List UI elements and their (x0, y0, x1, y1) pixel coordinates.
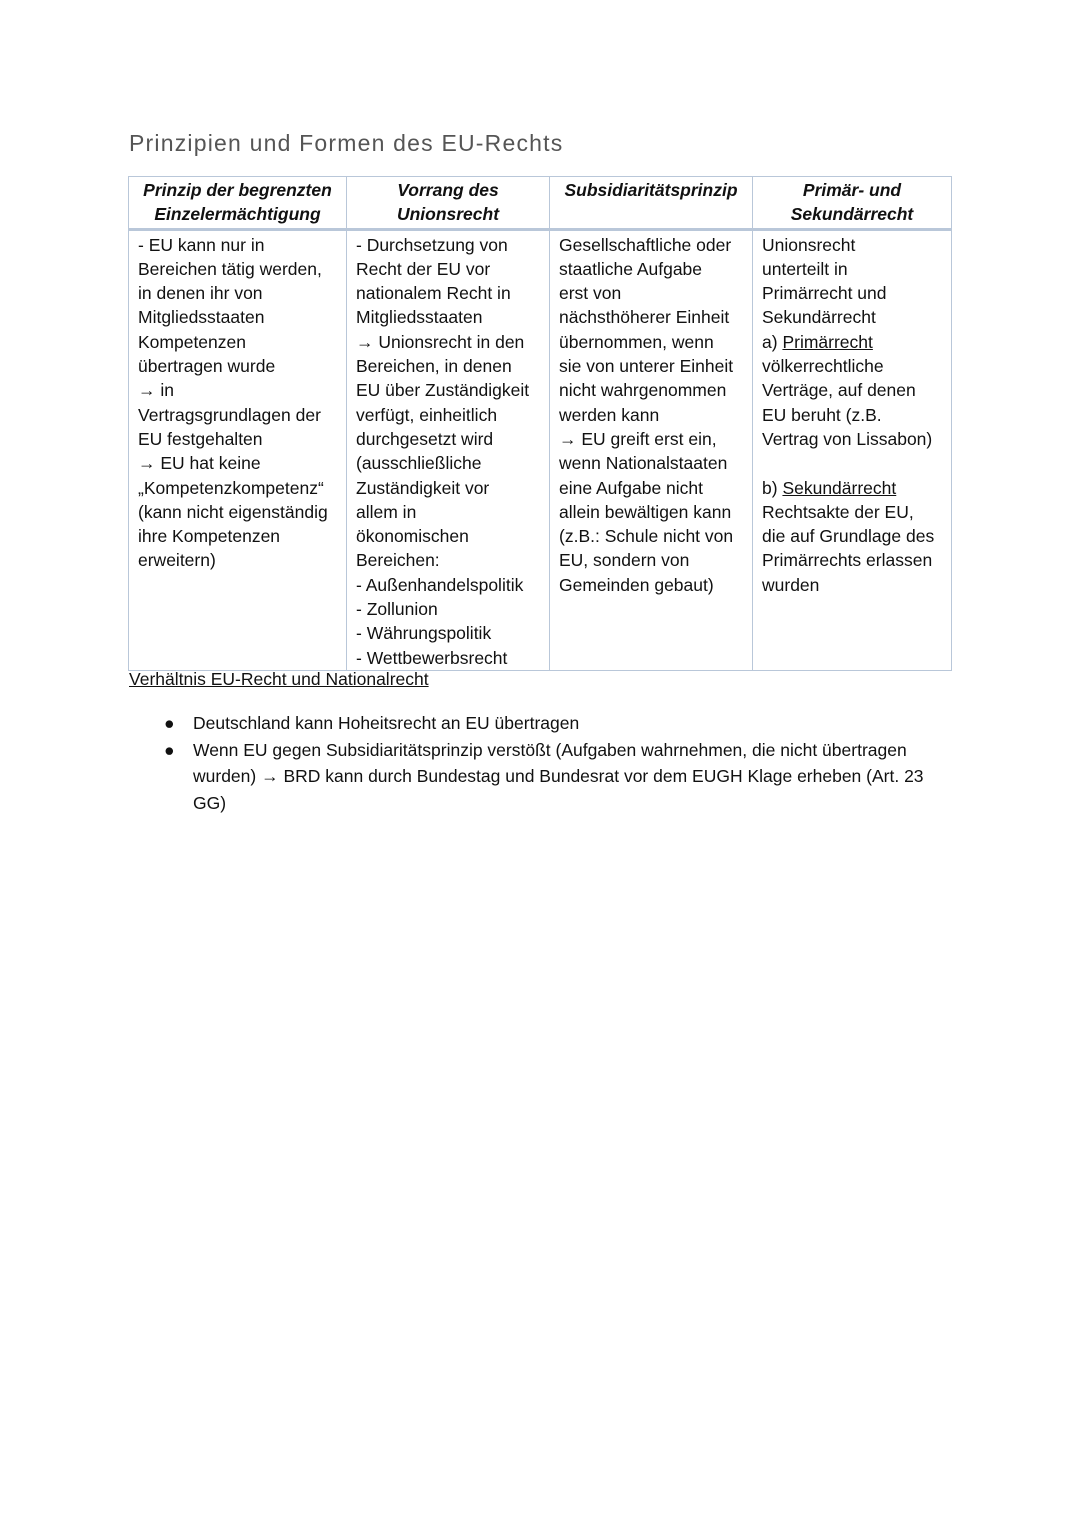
table-header-row (129, 177, 952, 230)
primaerrecht-label: a) Primärrecht (762, 331, 873, 352)
cell-line: Bereichen tätig werden, (138, 258, 322, 279)
header-begrenzte-einzelermaechtigung: Prinzip der begrenzten Einzelermächtigung (129, 177, 347, 230)
cell-line: erweitern) (138, 550, 216, 571)
cell-line: die auf Grundlage des (762, 526, 935, 547)
cell-line: übernommen, wenn (559, 331, 714, 352)
cell-line: allem in (356, 501, 417, 522)
cell-begrenzte-einzelermaechtigung (129, 229, 347, 670)
cell-line: EU beruht (z.B. (762, 404, 882, 425)
cell-line: - Währungspolitik (356, 623, 492, 644)
principles-table (128, 176, 952, 671)
cell-line: „Kompetenzkompetenz“ (138, 477, 324, 498)
cell-line: durchgesetzt wird (356, 428, 494, 449)
cell-line: Vertrag von Lissabon) (762, 428, 933, 449)
cell-line: EU, sondern von (559, 550, 690, 571)
cell-line: erst von (559, 283, 622, 304)
cell-line: wenn Nationalstaaten (559, 453, 728, 474)
cell-line: unterteilt in (762, 258, 848, 279)
cell-line: Gesellschaftliche oder (559, 234, 732, 255)
cell-line: → Unionsrecht in den (356, 331, 525, 352)
cell-line: - Wettbewerbsrecht (356, 647, 508, 668)
cell-line: ökonomischen (356, 526, 469, 547)
cell-line: - Durchsetzung von (356, 234, 508, 255)
cell-line: Mitgliedsstaaten (138, 307, 265, 328)
section-heading: Verhältnis EU-Recht und Nationalrecht (129, 669, 429, 689)
cell-line: Unionsrecht (762, 234, 856, 255)
cell-line: - Zollunion (356, 599, 438, 620)
table-row (129, 229, 952, 670)
cell-line: übertragen wurde (138, 356, 276, 377)
cell-line: → EU greift erst ein, (559, 428, 717, 449)
cell-line: nächsthöherer Einheit (559, 307, 730, 328)
cell-line: Zuständigkeit vor (356, 477, 490, 498)
cell-line: Primärrecht und (762, 283, 887, 304)
cell-line: (z.B.: Schule nicht von (559, 526, 734, 547)
cell-line: verfügt, einheitlich (356, 404, 498, 425)
sekundaerrecht-term: Sekundärrecht (782, 477, 897, 498)
cell-line: Mitgliedsstaaten (356, 307, 483, 328)
cell-line: EU festgehalten (138, 428, 263, 449)
bullet-dot-icon: ● (164, 739, 175, 760)
cell-line: sie von unterer Einheit (559, 356, 734, 377)
cell-line: staatliche Aufgabe (559, 258, 703, 279)
cell-line: - EU kann nur in (138, 234, 265, 255)
cell-line: (ausschließliche (356, 453, 482, 474)
cell-subsidiaritaetsprinzip (550, 229, 753, 670)
primaerrecht-term: Primärrecht (782, 331, 873, 352)
cell-line: → EU hat keine (138, 453, 261, 474)
page-title: Prinzipien und Formen des EU-Rechts (129, 130, 564, 156)
cell-line: (kann nicht eigenständig (138, 501, 328, 522)
cell-line: Sekundärrecht (762, 307, 876, 328)
cell-line: völkerrechtliche (762, 356, 884, 377)
cell-line: eine Aufgabe nicht (559, 477, 704, 498)
bullet-list (164, 710, 953, 816)
spacer-line (762, 451, 945, 475)
cell-line: Bereichen: (356, 550, 440, 571)
cell-line: ihre Kompetenzen (138, 526, 281, 547)
cell-line: nicht wahrgenommen (559, 380, 727, 401)
cell-line: Gemeinden gebaut) (559, 574, 714, 595)
cell-line: allein bewältigen kann (559, 501, 732, 522)
cell-line: - Außenhandelspolitik (356, 574, 524, 595)
cell-line: EU über Zuständigkeit (356, 380, 530, 401)
list-item: ● Wenn EU gegen Subsidiaritätsprinzip verstößt (Aufgaben wahrnehmen, die nicht übertragen wurden) → BRD kann durch Bundestag und Bundesrat vor dem EUGH Klage erheben (Art. 23 GG) (193, 737, 953, 817)
header-vorrang-unionsrecht: Vorrang des Unionsrecht (347, 177, 550, 230)
cell-line: → in (138, 380, 174, 401)
cell-line: wurden (762, 574, 820, 595)
cell-line: Recht der EU vor (356, 258, 491, 279)
cell-vorrang-unionsrecht (347, 229, 550, 670)
cell-line: Rechtsakte der EU, (762, 501, 914, 522)
sekundaerrecht-label: b) Sekundärrecht (762, 477, 897, 498)
cell-line: werden kann (559, 404, 660, 425)
list-item: ● Deutschland kann Hoheitsrecht an EU übertragen (193, 710, 953, 737)
header-subsidiaritaetsprinzip: Subsidiaritätsprinzip (550, 177, 753, 230)
cell-primaer-sekundaerrecht (753, 229, 952, 670)
cell-line: Kompetenzen (138, 331, 246, 352)
cell-line: Verträge, auf denen (762, 380, 916, 401)
bullet-dot-icon: ● (164, 713, 175, 733)
cell-line: Bereichen, in denen (356, 356, 512, 377)
cell-line: nationalem Recht in (356, 283, 511, 304)
cell-line: in denen ihr von (138, 283, 263, 304)
cell-line: Primärrechts erlassen (762, 550, 933, 571)
cell-line: Vertragsgrundlagen der (138, 404, 321, 425)
header-primaer-sekundaerrecht: Primär- und Sekundärrecht (753, 177, 952, 230)
